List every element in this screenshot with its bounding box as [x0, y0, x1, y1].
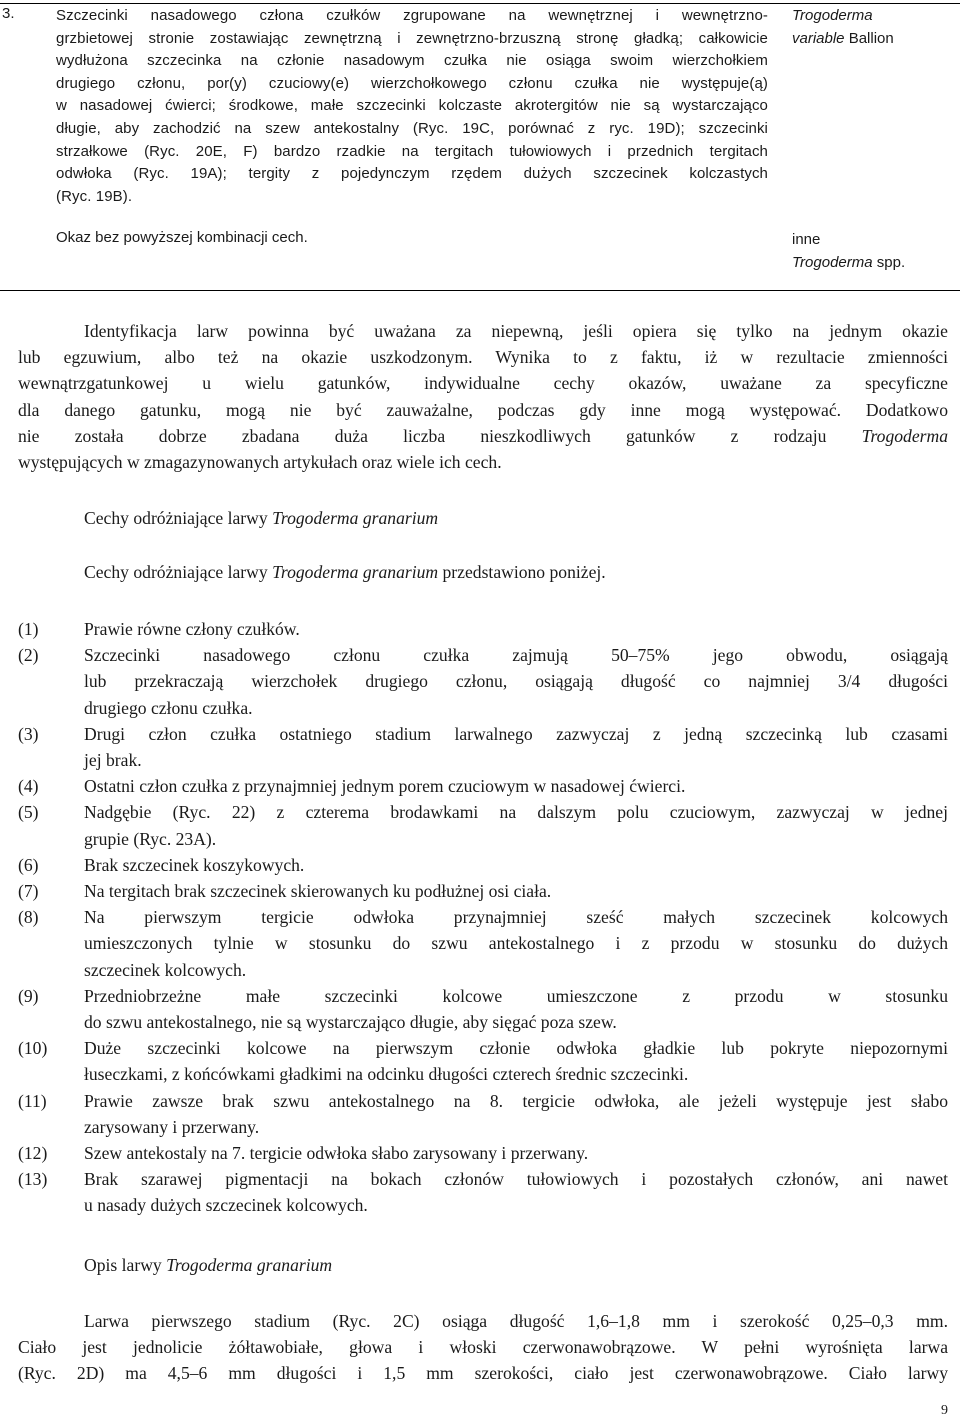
feature-text	[84, 721, 948, 773]
feature-line: Prawie równe człony czułków.	[84, 619, 300, 639]
key-alt-result-spp: spp.	[876, 253, 906, 271]
feature-text	[84, 1166, 948, 1218]
feature-line: grupie (Ryc. 23A).	[84, 828, 217, 849]
intro-line: lub egzuwium, albo też na okazie uszkodzonym. Wynika to z faktu, iż w rezultacie zmienności	[18, 347, 948, 368]
feature-line: łuseczkami, z końcówkami gładkimi na odcinku długości czterech średnic szczecinki.	[84, 1064, 689, 1085]
features-list	[18, 616, 948, 1219]
feature-text	[84, 878, 948, 904]
feature-text	[84, 1088, 948, 1140]
description-paragraph	[18, 1308, 948, 1387]
feature-item	[18, 983, 948, 1035]
subheading-suffix: przedstawiono poniżej.	[438, 562, 606, 582]
description-line: (Ryc. 2D) ma 4,5–6 mm długości i 1,5 mm szerokości, ciało jest czerwonawobrązowe. Ciało larwy	[18, 1363, 948, 1384]
feature-item	[18, 773, 948, 799]
feature-line: zarysowany i przerwany.	[84, 1116, 260, 1137]
feature-text	[84, 904, 948, 983]
intro-line: Identyfikacja larw powinna być uważana za niepewną, jeśli opiera się tylko na jednym okazie	[84, 321, 948, 341]
key-step-text	[56, 5, 768, 208]
key-text-line: Szczecinki nasadowego człona czułków zgrupowane na wewnętrznej i wewnętrzno-	[56, 7, 768, 24]
feature-text	[84, 1140, 948, 1166]
key-result-author: Ballion	[848, 29, 894, 47]
feature-line: Drugi człon czułka ostatniego stadium larwalnego zazwyczaj z jedną szczecinką lub czasami	[84, 723, 948, 744]
key-step-number: 3.	[2, 5, 15, 22]
section-heading-features	[84, 508, 438, 529]
subheading-text: Cechy odróżniające larwy	[84, 562, 273, 582]
key-result-species: variable	[792, 29, 845, 47]
feature-number: (9)	[18, 985, 39, 1006]
bottom-rule	[0, 290, 960, 291]
key-result	[792, 5, 894, 50]
feature-line: do szwu antekostalnego, nie są wystarczająco długie, aby sięgać poza szew.	[84, 1012, 617, 1033]
description-heading-species: Trogoderma granarium	[166, 1255, 333, 1275]
intro-line-5-text: nie została dobrze zbadana duża liczba nieszkodliwych gatunków z rodzaju	[18, 425, 827, 446]
feature-line: u nasady dużych szczecinek kolcowych.	[84, 1195, 368, 1216]
feature-text	[84, 616, 948, 642]
feature-number: (7)	[18, 881, 39, 902]
subheading-species: Trogoderma granarium	[272, 562, 439, 582]
key-text-line: drugiego członu, por(y) czuciowy(e) wierzchołkowego członu czułka nie występuje(ą)	[56, 74, 768, 92]
feature-number: (10)	[18, 1038, 48, 1059]
feature-text	[84, 852, 948, 878]
feature-line: Przedniobrzeżne małe szczecinki kolcowe umieszczone z przodu w stosunku	[84, 985, 948, 1006]
feature-item	[18, 878, 948, 904]
feature-line: Na tergitach brak szczecinek skierowanych ku podłużnej osi ciała.	[84, 881, 552, 902]
feature-line: lub przekraczają wierzchołek drugiego członu, osiągają długość co najmniej 3/4 długości	[84, 671, 948, 692]
feature-item	[18, 616, 948, 642]
feature-text	[84, 642, 948, 721]
feature-line: Prawie zawsze brak szwu antekostalnego na 8. tergicie odwłoka, ale jeżeli występuje jest słabo	[84, 1090, 948, 1111]
feature-number: (5)	[18, 802, 39, 823]
feature-line: Duże szczecinki kolcowe na pierwszym członie odwłoka gładkie lub pokryte niepozornymi	[84, 1038, 948, 1059]
feature-number: (4)	[18, 776, 39, 797]
feature-number: (1)	[18, 619, 39, 639]
key-alt-result-label: inne	[792, 231, 821, 248]
feature-item	[18, 721, 948, 773]
description-heading-text: Opis larwy	[84, 1255, 167, 1275]
key-text-line: długie, aby zachodzić na szew antekostalny (Ryc. 19C, porównać z ryc. 19D); szczecinki	[56, 119, 768, 137]
key-alt-result-genus: Trogoderma	[792, 253, 873, 271]
feature-line: drugiego członu czułka.	[84, 697, 253, 718]
feature-line: Szew antekostaly na 7. tergicie odwłoka słabo zarysowany i przerwany.	[84, 1143, 589, 1164]
section-heading-description	[84, 1255, 332, 1276]
feature-item	[18, 1166, 948, 1218]
feature-item	[18, 642, 948, 721]
key-text-line: wydłużona szczecinka na członie nasadowym czułka nie osiąga swoim wierzchołkiem	[56, 52, 768, 70]
top-rule	[0, 3, 960, 4]
key-text-line: grzbietowej stronie zostawiając zewnętrzną i zewnętrzno-brzuszną stronę gładką; całkowicie	[56, 29, 768, 47]
intro-line-5	[18, 423, 948, 449]
feature-text	[84, 1035, 948, 1087]
feature-item	[18, 799, 948, 851]
feature-number: (12)	[18, 1143, 48, 1164]
feature-number: (3)	[18, 723, 39, 744]
feature-line: Nadgębie (Ryc. 22) z czterema brodawkami na dalszym polu czuciowym, zazwyczaj w jednej	[84, 802, 948, 823]
feature-line: Szczecinki nasadowego członu czułka zajmują 50–75% jego obwodu, osiągają	[84, 645, 948, 666]
section-subheading-features	[84, 562, 606, 583]
intro-last-line: występujących w zmagazynowanych artykułach oraz wiele ich cech.	[18, 452, 502, 473]
feature-number: (8)	[18, 907, 39, 928]
key-text-line: strzałkowe (Ryc. 20E, F) bardzo rzadkie na tergitach tułowiowych i przednich tergitach	[56, 142, 768, 160]
feature-number: (11)	[18, 1090, 47, 1111]
intro-genus: Trogoderma	[861, 425, 948, 446]
feature-line: szczecinek kolcowych.	[84, 959, 247, 980]
feature-line: Brak szarawej pigmentacji na bokach członów tułowiowych i pozostałych członów, ani nawet	[84, 1169, 948, 1190]
key-text-line: w nasadowej ćwierci; środkowe, małe szczecinki kolczaste akrotergitów nie są wystarczająco	[56, 97, 768, 115]
key-text-line: odwłoka (Ryc. 19A); tergity z pojedynczym rzędem dużych szczecinek kolczastych	[56, 165, 768, 183]
feature-text	[84, 773, 948, 799]
key-result-genus: Trogoderma	[792, 7, 873, 24]
key-text-line: (Ryc. 19B).	[56, 187, 133, 205]
intro-line: dla danego gatunku, mogą nie być zauważalne, podczas gdy inne mogą występować. Dodatkowo	[18, 399, 948, 420]
feature-line: umieszczonych tylnie w stosunku do szwu antekostalnego i z przodu w stosunku do dużych	[84, 933, 948, 954]
feature-item	[18, 904, 948, 983]
intro-line: wewnątrzgatunkowej u wielu gatunków, indywidualne cechy okazów, uważane za specyficzne	[18, 373, 948, 394]
heading-species: Trogoderma granarium	[272, 508, 439, 528]
intro-paragraph	[18, 318, 948, 475]
description-line: Ciało jest jednolicie żółtawobiałe, głowa i włoski czerwonawobrązowe. W pełni wyrośnięta larwa	[18, 1337, 948, 1358]
feature-line: jej brak.	[84, 750, 142, 771]
key-alt-result	[792, 229, 905, 274]
feature-item	[18, 1140, 948, 1166]
feature-line: Brak szczecinek koszykowych.	[84, 854, 305, 875]
key-alternative-text: Okaz bez powyższej kombinacji cech.	[56, 229, 308, 246]
feature-text	[84, 983, 948, 1035]
description-line: Larwa pierwszego stadium (Ryc. 2C) osiąga długość 1,6–1,8 mm i szerokość 0,25–0,3 mm.	[84, 1311, 948, 1331]
feature-line: Ostatni człon czułka z przynajmniej jednym porem czuciowym w nasadowej ćwierci.	[84, 776, 686, 797]
feature-line: Na pierwszym tergicie odwłoka przynajmniej sześć małych szczecinek kolcowych	[84, 907, 948, 928]
feature-number: (13)	[18, 1169, 48, 1190]
feature-text	[84, 799, 948, 851]
page-number: 9	[941, 1403, 948, 1418]
feature-item	[18, 1088, 948, 1140]
heading-text: Cechy odróżniające larwy	[84, 508, 273, 528]
feature-item	[18, 1035, 948, 1087]
feature-item	[18, 852, 948, 878]
feature-number: (2)	[18, 645, 39, 666]
feature-number: (6)	[18, 854, 39, 875]
